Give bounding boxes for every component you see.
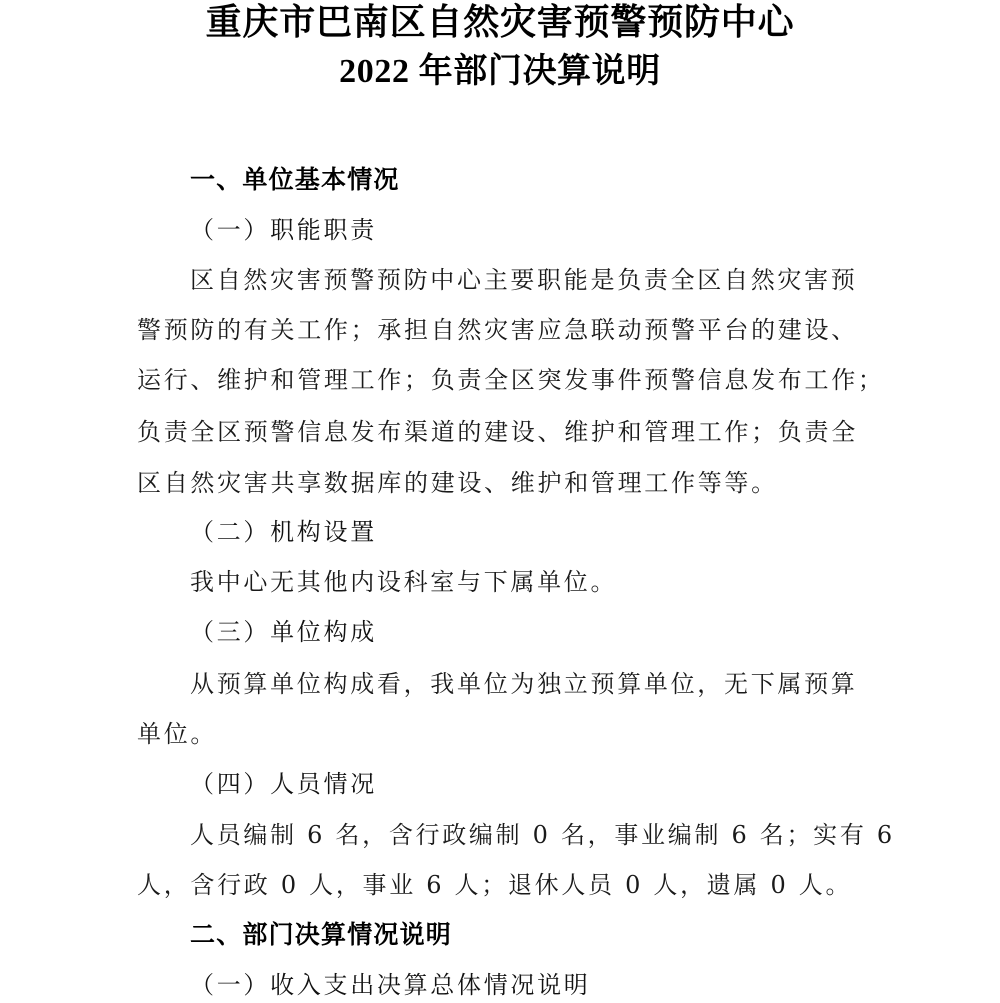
subsection-heading-composition: （三）单位构成: [190, 618, 377, 646]
document-title-line-1: 重庆市巴南区自然灾害预警预防中心: [205, 2, 795, 42]
paragraph-line: 区自然灾害共享数据库的建设、维护和管理工作等等。: [137, 469, 778, 497]
section-heading-final-accounts: 二、部门决算情况说明: [190, 920, 453, 949]
subsection-heading-organization: （二）机构设置: [190, 518, 377, 546]
subsection-heading-income-expenditure: （一）收入支出决算总体情况说明: [190, 971, 591, 999]
paragraph-line: 人员编制 6 名，含行政编制 0 名，事业编制 6 名；实有 6: [190, 821, 895, 849]
paragraph-line: 警预防的有关工作；承担自然灾害应急联动预警平台的建设、: [137, 316, 858, 344]
document-title-line-2: 2022 年部门决算说明: [339, 53, 661, 90]
paragraph-line: 负责全区预警信息发布渠道的建设、维护和管理工作；负责全: [137, 418, 858, 446]
subsection-heading-functions: （一）职能职责: [190, 216, 377, 244]
subsection-heading-personnel: （四）人员情况: [190, 770, 377, 798]
paragraph-line: 区自然灾害预警预防中心主要职能是负责全区自然灾害预: [190, 266, 858, 294]
paragraph-line: 从预算单位构成看，我单位为独立预算单位，无下属预算: [190, 670, 858, 698]
paragraph-line: 运行、维护和管理工作；负责全区突发事件预警信息发布工作；: [137, 366, 885, 394]
section-heading-basic-info: 一、单位基本情况: [190, 165, 400, 194]
paragraph-line: 单位。: [137, 720, 218, 748]
paragraph-line: 我中心无其他内设科室与下属单位。: [190, 568, 618, 596]
paragraph-line: 人，含行政 0 人，事业 6 人；退休人员 0 人，遗属 0 人。: [137, 871, 853, 899]
